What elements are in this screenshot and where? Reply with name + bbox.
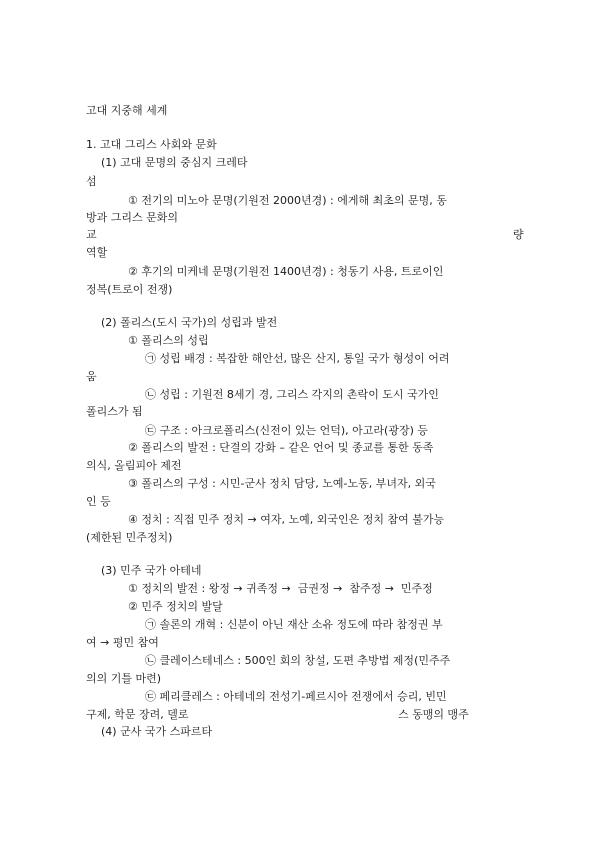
subsection-heading: (2) 폴리스(도시 국가)의 성립과 발전 <box>101 316 278 329</box>
text-line: ② 후기의 미케네 문명(기원전 1400년경) : 청동기 사용, 트로이인 <box>128 265 444 278</box>
text-line: 교 <box>86 228 97 241</box>
text-line: 여 → 평민 참여 <box>86 636 159 649</box>
section-heading: 1. 고대 그리스 사회와 문화 <box>86 138 217 151</box>
text-line: 섬 <box>86 175 97 188</box>
text-line: ④ 정치 : 직접 민주 정치 → 여자, 노예, 외국인은 정치 참여 불가능 <box>128 513 445 526</box>
text-line: (제한된 민주정치) <box>86 531 173 544</box>
text-line: 인 등 <box>86 495 111 508</box>
text-fragment: 량 <box>513 228 524 241</box>
text-line: 스 동맹의 맹주 <box>398 708 469 721</box>
text-line: ② 폴리스의 발전 : 단결의 강화 – 같은 언어 및 종교를 통한 동족 <box>128 441 434 454</box>
text-line: 폴리스가 됨 <box>86 405 143 418</box>
text-line: ① 전기의 미노아 문명(기원전 2000년경) : 에게해 최초의 문명, 동 <box>128 194 447 207</box>
subsection-heading: (1) 고대 문명의 중심지 크레타 <box>101 156 248 169</box>
text-line: ㉡ 클레이스테네스 : 500인 회의 창설, 도편 추방법 제정(민주주 <box>145 654 451 667</box>
text-line: ① 폴리스의 성립 <box>128 334 209 347</box>
document-title: 고대 지중해 세계 <box>86 104 168 117</box>
text-line: 움 <box>86 370 97 383</box>
text-line: 정복(트로이 전쟁) <box>86 283 173 296</box>
text-line: 구제, 학문 장려, 델로 <box>86 708 189 721</box>
text-line: 역할 <box>86 246 108 259</box>
text-line: ③ 폴리스의 구성 : 시민-군사 정치 담당, 노예-노동, 부녀자, 외국 <box>128 477 436 490</box>
text-line: ㉡ 성립 : 기원전 8세기 경, 그리스 각지의 촌락이 도시 국가인 <box>145 388 439 401</box>
text-line: 의의 기틀 마련) <box>86 672 162 685</box>
text-line: 방과 그리스 문화의 <box>86 211 179 224</box>
text-line: ① 정치의 발전 : 왕정 → 귀족정 → 금권정 → 참주정 → 민주정 <box>128 582 433 595</box>
text-line: ② 민주 정치의 발달 <box>128 600 223 613</box>
text-line: 의식, 올림피아 제전 <box>86 459 182 472</box>
subsection-heading: (3) 민주 국가 아테네 <box>101 564 202 577</box>
text-line: ㉠ 성립 배경 : 복잡한 해안선, 많은 산지, 통일 국가 형성이 어려 <box>145 352 450 365</box>
text-line: ㉢ 페리클레스 : 아테네의 전성기-페르시아 전쟁에서 승리, 빈민 <box>145 690 447 703</box>
subsection-heading: (4) 군사 국가 스파르타 <box>101 725 213 738</box>
text-line: ㉢ 구조 : 아크로폴리스(신전이 있는 언덕), 아고라(광장) 등 <box>145 424 428 437</box>
text-line: ㉠ 솔론의 개혁 : 신분이 아닌 재산 소유 정도에 따라 참정권 부 <box>145 618 443 631</box>
